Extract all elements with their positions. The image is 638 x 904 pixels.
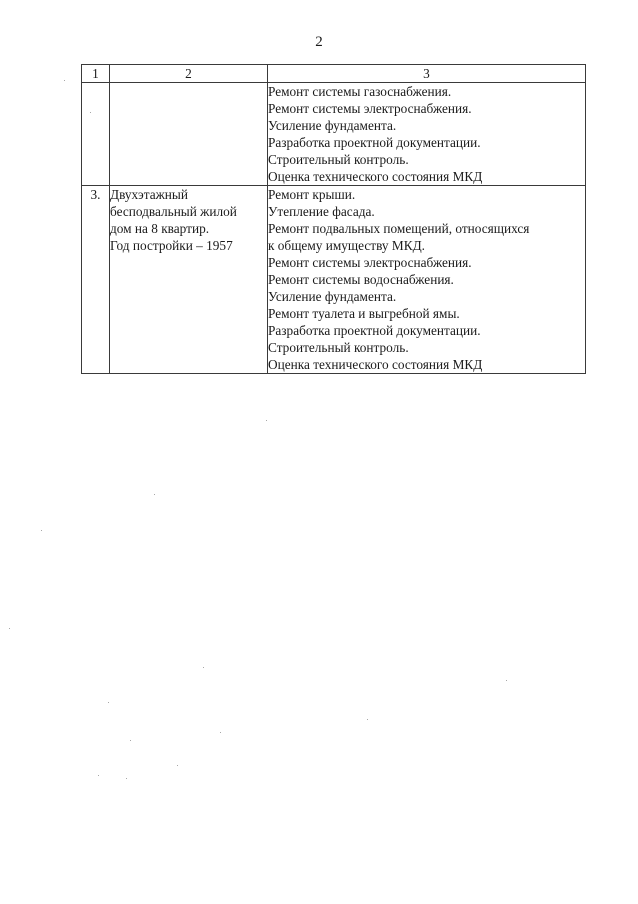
work-item: Разработка проектной документации. bbox=[268, 323, 481, 338]
scan-speck bbox=[177, 765, 178, 766]
work-item: Ремонт крыши. bbox=[268, 187, 356, 202]
works-list-cell bbox=[268, 83, 586, 186]
work-item: Ремонт системы газоснабжения. bbox=[268, 84, 452, 99]
scan-speck bbox=[367, 719, 368, 720]
scan-speck bbox=[9, 628, 10, 629]
scan-speck bbox=[90, 112, 91, 113]
work-item: Оценка технического состояния МКД bbox=[268, 169, 483, 184]
work-item: Ремонт подвальных помещений, относящихся bbox=[268, 221, 530, 236]
work-item: Разработка проектной документации. bbox=[268, 135, 481, 150]
object-description-cell bbox=[110, 186, 268, 374]
row-number-cell: 3. bbox=[82, 186, 110, 374]
row-number-cell bbox=[82, 83, 110, 186]
work-item: Ремонт системы электроснабжения. bbox=[268, 101, 472, 116]
description-line: Год постройки – 1957 bbox=[110, 238, 233, 253]
scan-speck bbox=[108, 702, 109, 703]
header-col-1: 1 bbox=[82, 65, 110, 83]
works-table bbox=[81, 64, 586, 374]
description-line: бесподвальный жилой bbox=[110, 204, 237, 219]
description-line: дом на 8 квартир. bbox=[110, 221, 210, 236]
work-item: Усиление фундамента. bbox=[268, 118, 397, 133]
scan-speck bbox=[64, 80, 65, 81]
scan-speck bbox=[41, 530, 42, 531]
scan-speck bbox=[126, 778, 127, 779]
description-line: Двухэтажный bbox=[110, 187, 188, 202]
table-row bbox=[82, 83, 586, 186]
work-item: Ремонт системы электроснабжения. bbox=[268, 255, 472, 270]
header-col-3: 3 bbox=[268, 65, 586, 83]
work-item: Усиление фундамента. bbox=[268, 289, 397, 304]
scan-speck bbox=[203, 667, 204, 668]
table-header bbox=[82, 65, 586, 83]
work-item: Утепление фасада. bbox=[268, 204, 375, 219]
table-row bbox=[82, 186, 586, 374]
scan-speck bbox=[154, 494, 155, 495]
works-list-cell bbox=[268, 186, 586, 374]
scan-speck bbox=[98, 775, 99, 776]
header-row bbox=[82, 65, 586, 83]
work-item: Ремонт туалета и выгребной ямы. bbox=[268, 306, 460, 321]
scan-speck bbox=[506, 680, 507, 681]
work-item: Строительный контроль. bbox=[268, 152, 409, 167]
work-item: Строительный контроль. bbox=[268, 340, 409, 355]
scan-speck bbox=[130, 740, 131, 741]
work-item: к общему имуществу МКД. bbox=[268, 238, 425, 253]
work-item: Оценка технического состояния МКД bbox=[268, 357, 483, 372]
work-item: Ремонт системы водоснабжения. bbox=[268, 272, 454, 287]
page-number: 2 bbox=[315, 34, 323, 50]
header-col-2: 2 bbox=[110, 65, 268, 83]
object-description-cell bbox=[110, 83, 268, 186]
scan-speck bbox=[266, 420, 267, 421]
scan-speck bbox=[220, 732, 221, 733]
